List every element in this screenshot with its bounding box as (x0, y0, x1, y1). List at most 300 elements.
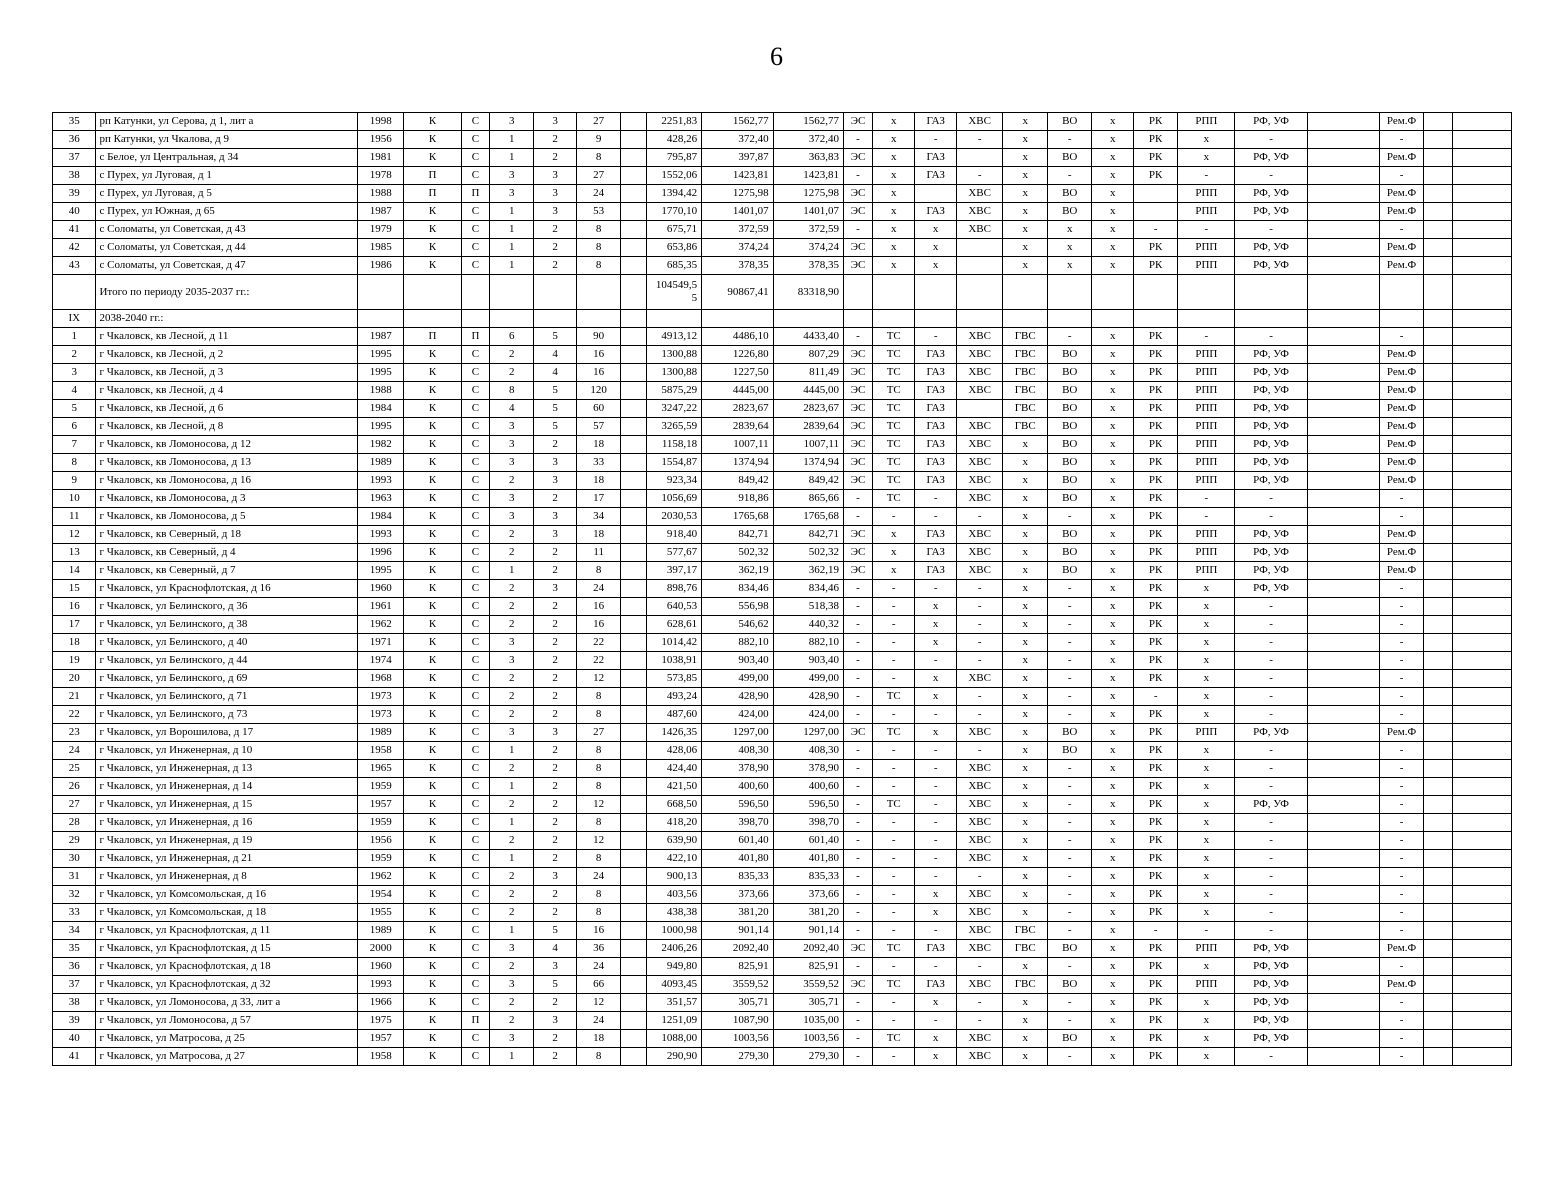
table-cell: С (461, 472, 489, 490)
table-cell: ВО (1047, 490, 1092, 508)
table-cell: 1956 (358, 131, 404, 149)
table-cell: 421,50 (647, 778, 702, 796)
table-cell: К (404, 868, 462, 886)
table-cell: 12 (576, 832, 621, 850)
table-cell: 424,00 (702, 706, 773, 724)
address-cell: г Чкаловск, ул Инженерная, д 14 (96, 778, 358, 796)
table-cell (1423, 706, 1452, 724)
table-cell: Рем.Ф (1380, 562, 1423, 580)
table-cell: С (461, 922, 489, 940)
table-cell (1452, 203, 1511, 221)
table-cell: - (873, 580, 915, 598)
table-cell: ВО (1047, 400, 1092, 418)
address-cell: г Чкаловск, ул Белинского, д 40 (96, 634, 358, 652)
table-cell: 398,70 (773, 814, 843, 832)
table-cell: РК (1133, 616, 1178, 634)
table-cell: 2 (534, 760, 576, 778)
table-cell: К (404, 472, 462, 490)
table-cell: РФ, УФ (1235, 526, 1307, 544)
table-cell: Рем.Ф (1380, 724, 1423, 742)
table-cell: 849,42 (702, 472, 773, 490)
table-cell: х (915, 221, 956, 239)
period-header-row (53, 310, 1512, 328)
table-cell: 2 (534, 706, 576, 724)
table-cell (621, 814, 647, 832)
subtotal-residential-area: 83318,90 (773, 275, 843, 310)
table-cell: 2 (534, 131, 576, 149)
table-cell (1307, 580, 1379, 598)
table-cell (621, 436, 647, 454)
table-cell: - (1380, 634, 1423, 652)
table-cell: - (915, 796, 956, 814)
table-cell: Рем.Ф (1380, 472, 1423, 490)
table-cell: 9 (576, 131, 621, 149)
table-cell: 1426,35 (647, 724, 702, 742)
table-cell (1423, 958, 1452, 976)
table-cell: ГАЗ (915, 472, 956, 490)
table-cell: 1986 (358, 257, 404, 275)
table-cell: ХВС (956, 1030, 1003, 1048)
address-cell: г Чкаловск, кв Ломоносова, д 5 (96, 508, 358, 526)
table-cell (621, 526, 647, 544)
table-cell (1423, 976, 1452, 994)
table-cell: - (1047, 958, 1092, 976)
table-cell (1307, 670, 1379, 688)
table-cell: - (956, 616, 1003, 634)
table-cell (1307, 940, 1379, 958)
table-cell: РПП (1178, 400, 1235, 418)
table-cell: 1 (489, 149, 534, 167)
table-cell: 12 (53, 526, 96, 544)
table-cell: - (956, 742, 1003, 760)
table-cell: - (1380, 706, 1423, 724)
table-cell: 38 (53, 167, 96, 185)
address-cell: рп Катунки, ул Серова, д 1, лит а (96, 113, 358, 131)
table-cell: К (404, 239, 462, 257)
table-cell: РК (1133, 814, 1178, 832)
table-cell: ВО (1047, 436, 1092, 454)
table-cell: 2 (489, 958, 534, 976)
table-cell: ЭС (844, 364, 873, 382)
table-row (53, 436, 1512, 454)
table-cell: - (844, 706, 873, 724)
table-cell: С (461, 832, 489, 850)
address-cell: г Чкаловск, ул Ломоносова, д 33, лит а (96, 994, 358, 1012)
table-cell: х (1003, 778, 1048, 796)
table-cell (1307, 149, 1379, 167)
table-cell (621, 221, 647, 239)
table-cell: РПП (1178, 454, 1235, 472)
table-cell (1307, 239, 1379, 257)
table-cell: 18 (576, 1030, 621, 1048)
table-cell: - (1047, 616, 1092, 634)
table-cell: - (1235, 886, 1307, 904)
address-cell: г Чкаловск, кв Северный, д 18 (96, 526, 358, 544)
table-cell: ЭС (844, 724, 873, 742)
table-cell: Рем.Ф (1380, 400, 1423, 418)
table-cell: ЭС (844, 976, 873, 994)
table-cell: 5 (534, 382, 576, 400)
table-cell (956, 400, 1003, 418)
table-cell: х (1047, 221, 1092, 239)
table-cell: 378,35 (773, 257, 843, 275)
table-cell: 487,60 (647, 706, 702, 724)
table-cell: 2 (489, 526, 534, 544)
table-cell: 573,85 (647, 670, 702, 688)
table-cell: 5 (534, 400, 576, 418)
table-cell (1452, 472, 1511, 490)
address-cell: г Чкаловск, ул Матросова, д 25 (96, 1030, 358, 1048)
table-cell: 2 (534, 670, 576, 688)
table-cell: - (873, 706, 915, 724)
table-cell: 16 (576, 616, 621, 634)
table-cell: 8 (576, 221, 621, 239)
table-cell (1423, 868, 1452, 886)
table-cell: 372,59 (773, 221, 843, 239)
address-cell: г Чкаловск, кв Лесной, д 8 (96, 418, 358, 436)
table-cell: 5 (534, 976, 576, 994)
table-cell: ХВС (956, 562, 1003, 580)
table-cell: х (1092, 221, 1133, 239)
table-cell: 351,57 (647, 994, 702, 1012)
table-cell (621, 904, 647, 922)
table-cell: РФ, УФ (1235, 562, 1307, 580)
table-cell: - (956, 688, 1003, 706)
table-cell: 1989 (358, 724, 404, 742)
table-cell (621, 940, 647, 958)
table-cell: 428,90 (773, 688, 843, 706)
table-cell: 3 (489, 454, 534, 472)
table-cell: 57 (576, 418, 621, 436)
table-cell (1423, 670, 1452, 688)
table-cell (1307, 203, 1379, 221)
table-cell: К (404, 490, 462, 508)
table-cell (621, 832, 647, 850)
table-cell: х (1092, 490, 1133, 508)
table-cell: РК (1133, 454, 1178, 472)
table-cell: 1 (489, 850, 534, 868)
table-cell: С (461, 814, 489, 832)
table-cell (1307, 994, 1379, 1012)
table-row (53, 688, 1512, 706)
table-cell: х (915, 257, 956, 275)
table-cell (621, 670, 647, 688)
table-cell: 628,61 (647, 616, 702, 634)
table-cell: - (844, 904, 873, 922)
table-cell: ТС (873, 436, 915, 454)
table-cell: 1959 (358, 778, 404, 796)
table-cell: х (1003, 994, 1048, 1012)
table-cell: - (1235, 634, 1307, 652)
table-cell: - (844, 796, 873, 814)
table-cell (1423, 508, 1452, 526)
table-cell: х (1003, 436, 1048, 454)
table-cell: К (404, 544, 462, 562)
table-cell: х (1178, 958, 1235, 976)
table-cell: 2 (489, 364, 534, 382)
table-cell: 918,40 (647, 526, 702, 544)
table-cell: ХВС (956, 886, 1003, 904)
table-cell (1423, 796, 1452, 814)
table-cell: 3 (534, 526, 576, 544)
table-cell (1423, 688, 1452, 706)
table-cell: х (1092, 113, 1133, 131)
table-cell: 33 (576, 454, 621, 472)
table-cell: ГВС (1003, 940, 1048, 958)
table-cell (621, 167, 647, 185)
table-cell: - (1380, 904, 1423, 922)
table-cell: ГАЗ (915, 113, 956, 131)
table-cell: 8 (576, 886, 621, 904)
table-cell: С (461, 796, 489, 814)
table-cell (1423, 454, 1452, 472)
table-cell: - (1235, 706, 1307, 724)
table-cell: х (1092, 670, 1133, 688)
table-cell (1452, 634, 1511, 652)
table-cell: 1 (489, 778, 534, 796)
table-cell: 36 (576, 940, 621, 958)
table-cell: П (404, 328, 462, 346)
table-cell: 418,20 (647, 814, 702, 832)
table-cell: х (1003, 634, 1048, 652)
table-cell: - (1235, 904, 1307, 922)
table-cell: К (404, 724, 462, 742)
table-cell: - (915, 490, 956, 508)
table-cell: - (956, 508, 1003, 526)
table-cell: х (1092, 922, 1133, 940)
table-cell: х (1092, 454, 1133, 472)
table-cell: 34 (53, 922, 96, 940)
table-cell: ГАЗ (915, 418, 956, 436)
table-row (53, 544, 1512, 562)
table-cell: х (1178, 598, 1235, 616)
table-cell: - (1235, 598, 1307, 616)
table-cell (1307, 850, 1379, 868)
table-cell: - (873, 508, 915, 526)
table-cell: х (1092, 382, 1133, 400)
table-cell: Рем.Ф (1380, 526, 1423, 544)
table-cell: - (1380, 167, 1423, 185)
table-cell: - (1047, 328, 1092, 346)
table-cell: 3 (489, 652, 534, 670)
table-cell: - (915, 760, 956, 778)
table-cell: РФ, УФ (1235, 1012, 1307, 1030)
table-cell: К (404, 382, 462, 400)
table-cell (1423, 526, 1452, 544)
table-cell: ХВС (956, 796, 1003, 814)
table-cell: - (844, 778, 873, 796)
table-cell: 865,66 (773, 490, 843, 508)
table-row (53, 976, 1512, 994)
table-cell (621, 490, 647, 508)
table-cell: ЭС (844, 113, 873, 131)
table-cell: ТС (873, 490, 915, 508)
table-cell: К (404, 436, 462, 454)
table-cell: х (1003, 670, 1048, 688)
table-cell: х (1047, 257, 1092, 275)
table-cell (1307, 886, 1379, 904)
table-cell: РФ, УФ (1235, 149, 1307, 167)
table-cell: х (1092, 149, 1133, 167)
table-cell: 8 (53, 454, 96, 472)
table-cell: - (1235, 868, 1307, 886)
table-cell: х (1178, 1012, 1235, 1030)
table-cell (621, 778, 647, 796)
table-cell: х (915, 670, 956, 688)
table-cell: 1984 (358, 400, 404, 418)
table-cell (1307, 113, 1379, 131)
table-cell: ГАЗ (915, 436, 956, 454)
table-cell: 17 (576, 490, 621, 508)
table-cell: 2 (534, 634, 576, 652)
table-cell (1307, 544, 1379, 562)
table-cell: ГВС (1003, 382, 1048, 400)
table-cell: х (1092, 904, 1133, 922)
table-cell: ТС (873, 454, 915, 472)
table-cell: ХВС (956, 490, 1003, 508)
table-cell: - (844, 760, 873, 778)
table-cell: - (915, 508, 956, 526)
table-cell (621, 346, 647, 364)
table-cell: РК (1133, 472, 1178, 490)
table-cell: 1974 (358, 652, 404, 670)
table-cell: х (1092, 436, 1133, 454)
table-cell: 1 (489, 257, 534, 275)
subtotal-label: Итого по периоду 2035-2037 гг.: (96, 275, 358, 310)
table-row (53, 346, 1512, 364)
table-cell: РФ, УФ (1235, 382, 1307, 400)
table-cell: - (1235, 670, 1307, 688)
table-cell (621, 652, 647, 670)
table-cell (1452, 508, 1511, 526)
table-cell: 653,86 (647, 239, 702, 257)
table-cell: - (915, 131, 956, 149)
table-cell: 53 (576, 203, 621, 221)
table-row (53, 328, 1512, 346)
table-cell: ЭС (844, 257, 873, 275)
table-cell: 5 (534, 418, 576, 436)
table-cell: ХВС (956, 670, 1003, 688)
table-cell (1307, 131, 1379, 149)
table-cell: 1959 (358, 814, 404, 832)
table-cell (1307, 562, 1379, 580)
table-cell: РФ, УФ (1235, 976, 1307, 994)
table-cell: 3 (534, 203, 576, 221)
table-cell (1423, 742, 1452, 760)
table-cell: х (915, 634, 956, 652)
table-cell: х (1092, 328, 1133, 346)
table-cell (621, 742, 647, 760)
table-cell: 372,59 (702, 221, 773, 239)
table-cell: Рем.Ф (1380, 185, 1423, 203)
table-cell: РК (1133, 436, 1178, 454)
table-cell (1423, 598, 1452, 616)
table-cell: ЭС (844, 185, 873, 203)
table-cell: РПП (1178, 346, 1235, 364)
table-cell: 1993 (358, 472, 404, 490)
table-cell: х (1092, 814, 1133, 832)
table-row (53, 131, 1512, 149)
table-cell (621, 958, 647, 976)
table-cell: 18 (576, 472, 621, 490)
table-cell (1423, 346, 1452, 364)
table-cell: П (461, 185, 489, 203)
table-cell: 1960 (358, 580, 404, 598)
table-cell: х (1092, 976, 1133, 994)
table-cell: - (956, 131, 1003, 149)
table-cell (1452, 886, 1511, 904)
address-cell: г Чкаловск, ул Краснофлотская, д 15 (96, 940, 358, 958)
table-cell: 39 (53, 1012, 96, 1030)
table-cell: ВО (1047, 940, 1092, 958)
table-cell: - (915, 922, 956, 940)
table-row (53, 958, 1512, 976)
table-cell: 502,32 (702, 544, 773, 562)
table-cell: 3 (489, 976, 534, 994)
table-cell: Рем.Ф (1380, 113, 1423, 131)
table-cell: РПП (1178, 113, 1235, 131)
table-cell: ГАЗ (915, 382, 956, 400)
table-cell: - (956, 652, 1003, 670)
table-cell: х (1003, 185, 1048, 203)
table-cell (1423, 994, 1452, 1012)
table-cell: 1056,69 (647, 490, 702, 508)
table-cell: - (844, 814, 873, 832)
table-cell: 596,50 (773, 796, 843, 814)
table-cell: - (1047, 167, 1092, 185)
table-cell: ТС (873, 940, 915, 958)
table-cell: ГАЗ (915, 203, 956, 221)
table-cell (1307, 328, 1379, 346)
table-cell: 1 (489, 742, 534, 760)
table-cell: 362,19 (773, 562, 843, 580)
table-cell: 17 (53, 616, 96, 634)
table-cell: 807,29 (773, 346, 843, 364)
table-cell: РФ, УФ (1235, 994, 1307, 1012)
table-cell: РФ, УФ (1235, 436, 1307, 454)
table-cell: - (844, 634, 873, 652)
table-cell (1452, 958, 1511, 976)
table-cell: Рем.Ф (1380, 239, 1423, 257)
table-cell: РК (1133, 167, 1178, 185)
table-cell: - (915, 580, 956, 598)
table-cell: х (873, 257, 915, 275)
table-cell: - (915, 832, 956, 850)
table-cell: х (873, 113, 915, 131)
table-cell: х (1003, 562, 1048, 580)
table-cell (1452, 922, 1511, 940)
table-cell: х (1178, 688, 1235, 706)
table-cell (621, 616, 647, 634)
table-cell: 15 (53, 580, 96, 598)
table-cell: 1 (489, 221, 534, 239)
table-cell (1307, 185, 1379, 203)
table-cell: 1374,94 (773, 454, 843, 472)
table-cell: 362,19 (702, 562, 773, 580)
table-cell: х (1003, 149, 1048, 167)
table-cell (1452, 1048, 1511, 1066)
table-cell: РФ, УФ (1235, 400, 1307, 418)
table-cell: 10 (53, 490, 96, 508)
table-cell: - (844, 1030, 873, 1048)
table-cell: 2030,53 (647, 508, 702, 526)
table-cell: 400,60 (773, 778, 843, 796)
table-cell: 835,33 (773, 868, 843, 886)
table-cell: 1275,98 (773, 185, 843, 203)
table-cell: - (873, 958, 915, 976)
table-cell: 428,26 (647, 131, 702, 149)
table-cell: 1562,77 (702, 113, 773, 131)
